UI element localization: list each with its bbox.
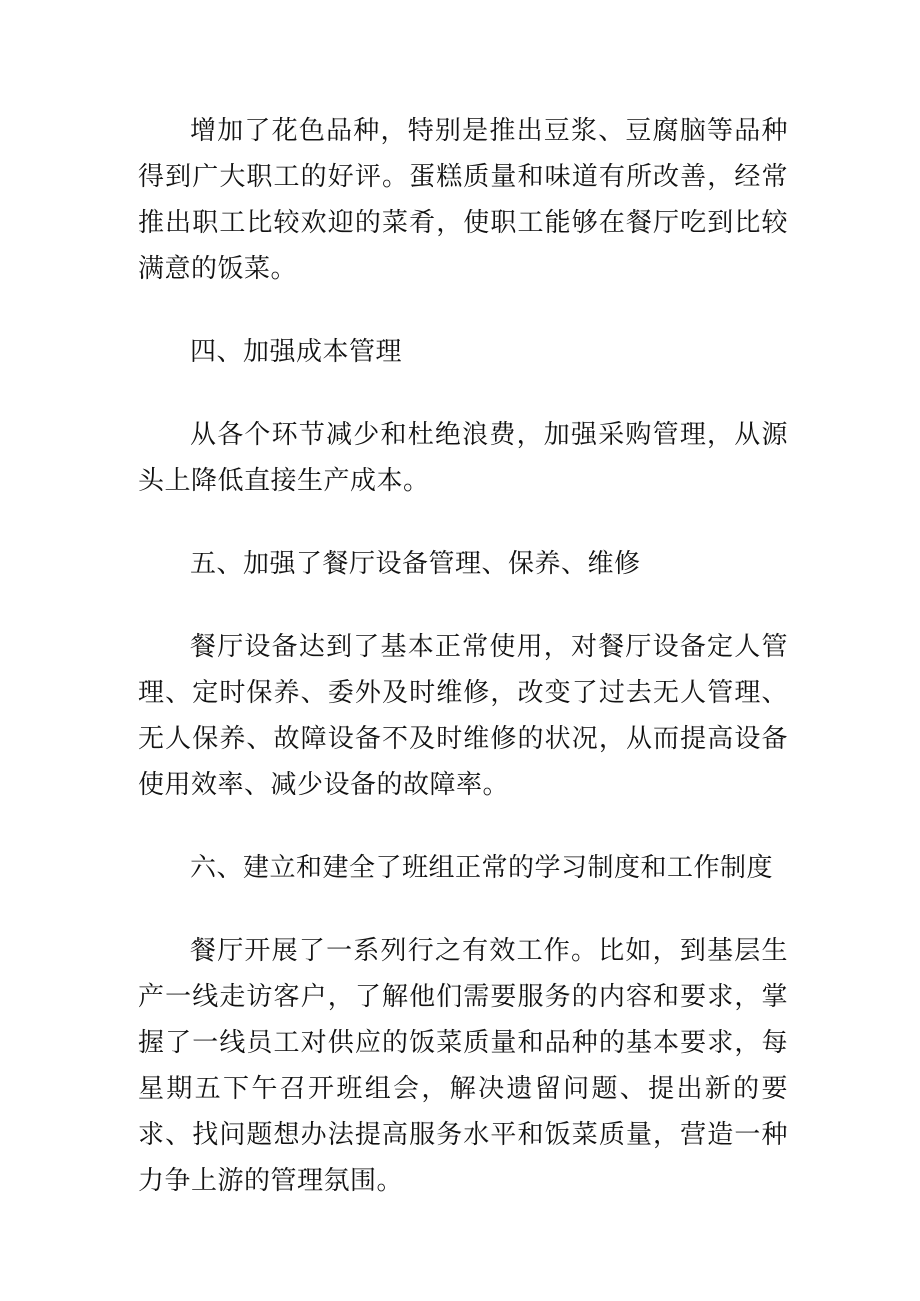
section-heading-cost-management: 四、加强成本管理 xyxy=(190,337,403,367)
document-body xyxy=(138,108,788,1241)
paragraph-dishes-variety: 增加了花色品种，特别是推出豆浆、豆腐脑等品种得到广大职工的好评。蛋糕质量和味道有所改善，经常推出职工比较欢迎的菜肴，使职工能够在餐厅吃到比较满意的饭菜。 xyxy=(138,116,788,284)
section-heading-team-systems: 六、建立和建全了班组正常的学习制度和工作制度 xyxy=(190,853,774,883)
paragraph-cost-reduction: 从各个环节减少和杜绝浪费，加强采购管理，从源头上降低直接生产成本。 xyxy=(138,420,788,496)
paragraph-team-work: 餐厅开展了一系列行之有效工作。比如，到基层生产一线走访客户，了解他们需要服务的内容和要求，掌握了一线员工对供应的饭菜质量和品种的基本要求，每星期五下午召开班组会，解决遗留问题、提出新的要求、找问题想办法提高服务水平和饭菜质量，营造一种力争上游的管理氛围。 xyxy=(138,936,788,1196)
paragraph-equipment-maintenance: 餐厅设备达到了基本正常使用，对餐厅设备定人管理、定时保养、委外及时维修，改变了过去无人管理、无人保养、故障设备不及时维修的状况，从而提高设备使用效率、减少设备的故障率。 xyxy=(138,632,788,800)
section-heading-equipment-management: 五、加强了餐厅设备管理、保养、维修 xyxy=(190,549,641,579)
